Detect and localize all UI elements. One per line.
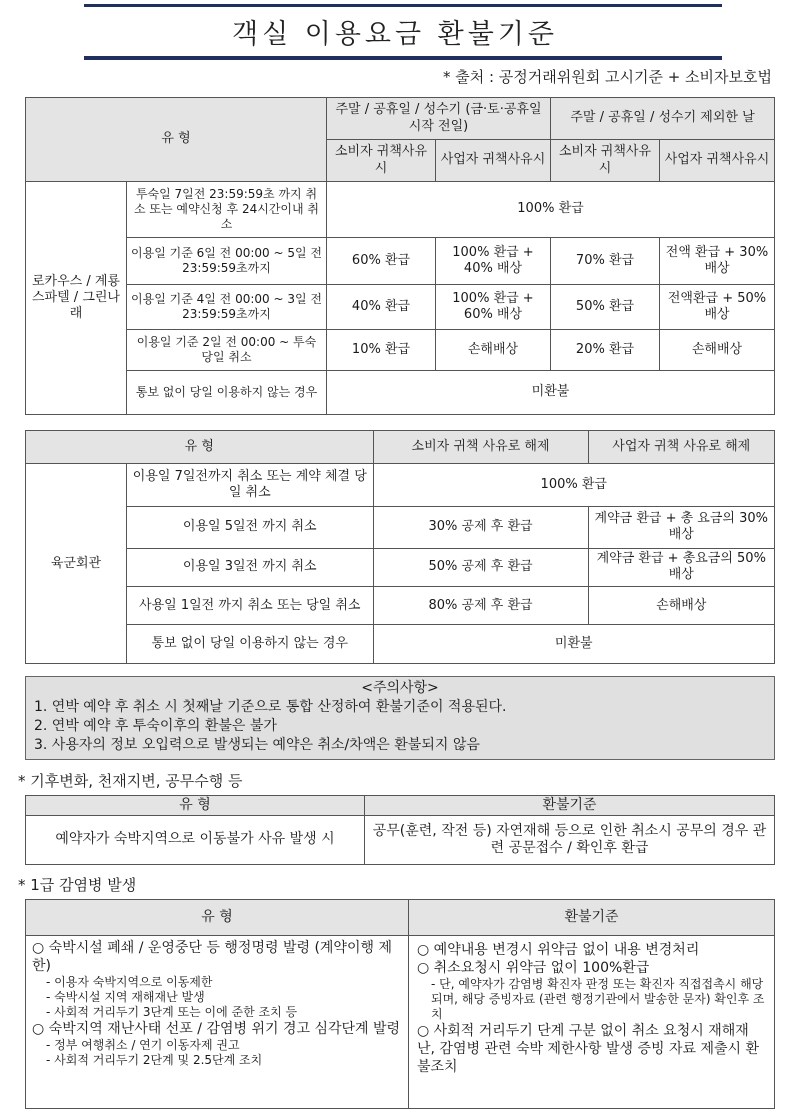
refund-cell: 10% 환급 bbox=[327, 330, 436, 371]
venue-name: 육군회관 bbox=[26, 464, 127, 664]
header-consumer: 소비자 귀책사유시 bbox=[327, 140, 436, 182]
header-peak: 주말 / 공휴일 / 성수기 (금·토·공휴일 시작 전일) bbox=[327, 98, 551, 140]
condition-cell: 이용일 기준 2일 전 00:00 ~ 투숙 당일 취소 bbox=[127, 330, 327, 371]
condition-cell: 투숙일 7일전 23:59:59초 까지 취소 또는 예약신청 후 24시간이내 취소 bbox=[127, 182, 327, 238]
refund-cell: 50% 환급 bbox=[551, 285, 660, 330]
notice-box bbox=[25, 676, 775, 760]
epidemic-item: ○ 사회적 거리두기 단계 구분 없이 취소 요청시 재해재난, 감염병 관련 숙박 제한사항 발생 증빙 자료 제출시 환불조치 bbox=[417, 1023, 760, 1075]
epidemic-table bbox=[25, 899, 775, 1109]
refund-table-army-hall bbox=[25, 430, 775, 664]
refund-cell: 100% 환급 + 60% 배상 bbox=[436, 285, 551, 330]
title-top-rule bbox=[84, 4, 722, 7]
header-consumer: 소비자 귀책사유시 bbox=[551, 140, 660, 182]
condition-cell: 이용일 7일전까지 취소 또는 계약 체결 당일 취소 bbox=[127, 464, 374, 507]
condition-cell: 통보 없이 당일 이용하지 않는 경우 bbox=[127, 625, 374, 664]
refund-cell: 미환불 bbox=[373, 625, 774, 664]
refund-cell: 계약금 환급 + 총요금의 50% 배상 bbox=[588, 548, 774, 586]
page-title: 객실 이용요금 환불기준 bbox=[232, 19, 558, 50]
epidemic-refund-cell bbox=[409, 936, 775, 1109]
header-type: 유 형 bbox=[26, 431, 374, 464]
header-refund: 환불기준 bbox=[409, 900, 775, 936]
condition-cell: 사용일 1일전 까지 취소 또는 당일 취소 bbox=[127, 586, 374, 624]
source-note: * 출처 : 공정거래위원회 고시기준 + 소비자보호법 bbox=[442, 68, 772, 86]
title-bottom-rule bbox=[84, 56, 722, 60]
condition-cell: 통보 없이 당일 이용하지 않는 경우 bbox=[127, 371, 327, 415]
condition-cell: 이용일 3일전 까지 취소 bbox=[127, 548, 374, 586]
climate-heading: * 기후변화, 천재지변, 공무수행 등 bbox=[18, 772, 243, 790]
refund-cell: 40% 환급 bbox=[327, 285, 436, 330]
refund-cell: 전액환급 + 50% 배상 bbox=[660, 285, 775, 330]
refund-cell: 70% 환급 bbox=[551, 238, 660, 285]
epidemic-subitem: - 이용자 숙박지역으로 이동제한 bbox=[46, 975, 213, 989]
refund-cell: 100% 환급 bbox=[327, 182, 775, 238]
climate-table bbox=[25, 795, 775, 865]
epidemic-subitem: - 숙박시설 지역 재해재난 발생 bbox=[46, 990, 205, 1004]
refund-cell: 전액 환급 + 30%배상 bbox=[660, 238, 775, 285]
epidemic-type-cell bbox=[26, 936, 409, 1109]
refund-cell: 계약금 환급 + 총 요금의 30% 배상 bbox=[588, 506, 774, 548]
header-type: 유 형 bbox=[26, 900, 409, 936]
epidemic-item: ○ 취소요청시 위약금 없이 100%환급 bbox=[417, 960, 650, 976]
header-consumer: 소비자 귀책 사유로 해제 bbox=[373, 431, 588, 464]
climate-refund-cell: 공무(훈련, 작전 등) 자연재해 등으로 인한 취소시 공무의 경우 관련 공문접수 / 확인후 환급 bbox=[365, 816, 775, 865]
refund-cell: 50% 공제 후 환급 bbox=[373, 548, 588, 586]
header-business: 사업자 귀책사유시 bbox=[660, 140, 775, 182]
refund-cell: 30% 공제 후 환급 bbox=[373, 506, 588, 548]
header-offpeak: 주말 / 공휴일 / 성수기 제외한 날 bbox=[551, 98, 775, 140]
epidemic-subitem: - 사회적 거리두기 3단계 또는 이에 준한 조치 등 bbox=[46, 1005, 298, 1019]
epidemic-heading: * 1급 감염병 발생 bbox=[18, 876, 137, 894]
refund-cell: 100% 환급 + 40% 배상 bbox=[436, 238, 551, 285]
refund-cell: 손해배상 bbox=[436, 330, 551, 371]
epidemic-item: ○ 숙박지역 재난사태 선포 / 감염병 위기 경고 심각단계 발령 bbox=[32, 1021, 401, 1037]
refund-cell: 100% 환급 bbox=[373, 464, 774, 507]
refund-cell: 20% 환급 bbox=[551, 330, 660, 371]
notice-item: 3. 사용자의 정보 오입력으로 발생되는 예약은 취소/차액은 환불되지 않음 bbox=[34, 737, 480, 753]
refund-cell: 미환불 bbox=[327, 371, 775, 415]
condition-cell: 이용일 5일전 까지 취소 bbox=[127, 506, 374, 548]
header-type: 유 형 bbox=[26, 98, 327, 182]
notice-title: <주의사항> bbox=[361, 680, 439, 696]
notice-item: 1. 연박 예약 후 취소 시 첫째날 기준으로 통합 산정하여 환불기준이 적용된다. bbox=[34, 699, 507, 715]
epidemic-subitem: - 단, 예약자가 감염병 확진자 판정 또는 확진자 직접접촉시 해당되며, 해당 증빙자료 (관련 행정기관에서 발송한 문자) 확인후 조치 bbox=[431, 977, 765, 1021]
refund-cell: 손해배상 bbox=[660, 330, 775, 371]
condition-cell: 이용일 기준 4일 전 00:00 ~ 3일 전 23:59:59초까지 bbox=[127, 285, 327, 330]
epidemic-item: ○ 숙박시설 폐쇄 / 운영중단 등 행정명령 발령 (계약이행 제한) bbox=[32, 940, 392, 974]
refund-cell: 80% 공제 후 환급 bbox=[373, 586, 588, 624]
epidemic-subitem: - 정부 여행취소 / 연기 이동자제 권고 bbox=[46, 1038, 240, 1052]
epidemic-item: ○ 예약내용 변경시 위약금 없이 내용 변경처리 bbox=[417, 942, 700, 958]
refund-cell: 손해배상 bbox=[588, 586, 774, 624]
notice-item: 2. 연박 예약 후 투숙이후의 환불은 불가 bbox=[34, 718, 277, 734]
header-type: 유 형 bbox=[26, 796, 365, 816]
header-business: 사업자 귀책사유시 bbox=[436, 140, 551, 182]
venue-name: 로카우스 / 계룡스파텔 / 그린나래 bbox=[26, 182, 127, 415]
condition-cell: 이용일 기준 6일 전 00:00 ~ 5일 전 23:59:59초까지 bbox=[127, 238, 327, 285]
epidemic-subitem: - 사회적 거리두기 2단계 및 2.5단계 조치 bbox=[46, 1053, 263, 1067]
refund-table-rocaus bbox=[25, 97, 775, 415]
header-refund: 환불기준 bbox=[365, 796, 775, 816]
refund-cell: 60% 환급 bbox=[327, 238, 436, 285]
header-business: 사업자 귀책 사유로 해제 bbox=[588, 431, 774, 464]
climate-type-cell: 예약자가 숙박지역으로 이동불가 사유 발생 시 bbox=[26, 816, 365, 865]
